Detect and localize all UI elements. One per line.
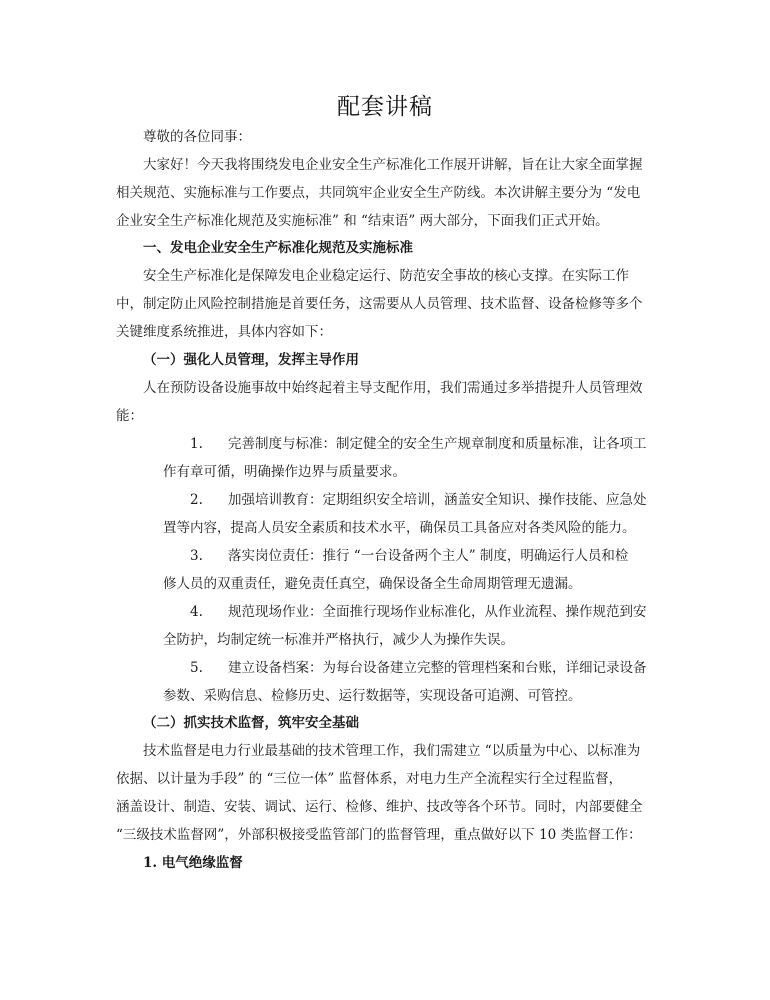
page-title: 配套讲稿 (337, 94, 433, 120)
list-item-number: 5. (190, 660, 203, 676)
list-item-number: 3. (190, 548, 203, 564)
sub1-heading: （一）强化人员管理，发挥主导作用 (143, 352, 359, 368)
list-item-line-1: 建立设备档案：为每台设备建立完整的管理档案和台账，详细记录设备 (228, 660, 647, 676)
greeting-line: 尊敬的各位同事： (143, 129, 251, 145)
list-item-line-1: 完善制度与标准：制定健全的安全生产规章制度和质量标准，让各项工 (228, 436, 647, 452)
list-item-line-2: 置等内容，提高人员安全素质和技术水平，确保员工具备应对各类风险的能力。 (163, 520, 636, 536)
sub2-heading: （二）抓实技术监督，筑牢安全基础 (143, 715, 359, 731)
section1-para-line-2: 中，制定防止风险控制措施是首要任务，这需要从人员管理、技术监督、设备检修等多个 (116, 296, 643, 312)
list-item-number: 4. (190, 604, 203, 620)
sub2-para-line-4: “三级技术监督网”，外部积极接受监管部门的监督管理，重点做好以下 10 类监督工作： (116, 827, 642, 843)
intro-line-1: 大家好！今天我将围绕发电企业安全生产标准化工作展开讲解，旨在让大家全面掌握 (143, 157, 643, 173)
intro-line-2: 相关规范、实施标准与工作要点，共同筑牢企业安全生产防线。本次讲解主要分为 “发电 (116, 185, 641, 201)
list-item-line-1: 规范现场作业：全面推行现场作业标准化，从作业流程、操作规范到安 (228, 604, 647, 620)
list-item-line-1: 落实岗位责任：推行 “一台设备两个主人” 制度，明确运行人员和检 (228, 548, 629, 564)
list-item-line-2: 修人员的双重责任，避免责任真空，确保设备全生命周期管理无遗漏。 (163, 576, 582, 592)
sub1-para-line-2: 能： (116, 408, 143, 424)
list-item-line-2: 作有章可循，明确操作边界与质量要求。 (163, 464, 406, 480)
list-item-number: 1. (190, 436, 203, 452)
sub1-para-line-1: 人在预防设备设施事故中始终起着主导支配作用，我们需通过多举措提升人员管理效 (143, 380, 643, 396)
sub2-para-line-1: 技术监督是电力行业最基础的技术管理工作，我们需建立 “以质量为中心、以标准为 (143, 743, 641, 759)
section1-para-line-1: 安全生产标准化是保障发电企业稳定运行、防范安全事故的核心支撑。在实际工作 (143, 268, 629, 284)
intro-line-3: 企业安全生产标准化规范及实施标准” 和 “结束语” 两大部分，下面我们正式开始。 (116, 213, 609, 229)
list-item-line-2: 参数、采购信息、检修历史、运行数据等，实现设备可追溯、可管控。 (163, 688, 582, 704)
sub2-para-line-2: 依据、以计量为手段” 的 “三位一体” 监督体系，对电力生产全流程实行全过程监督， (116, 771, 623, 787)
item1-heading: 1. 电气绝缘监督 (143, 855, 243, 871)
sub2-para-line-3: 涵盖设计、制造、安装、调试、运行、检修、维护、技改等各个环节。同时，内部要健全 (116, 799, 643, 815)
list-item-line-1: 加强培训教育：定期组织安全培训，涵盖安全知识、操作技能、应急处 (228, 492, 647, 508)
list-item-number: 2. (190, 492, 203, 508)
list-item-line-2: 全防护，均制定统一标准并严格执行，减少人为操作失误。 (163, 632, 514, 648)
section1-para-line-3: 关键维度系统推进，具体内容如下： (116, 324, 332, 340)
section1-heading: 一、发电企业安全生产标准化规范及实施标准 (143, 240, 413, 256)
